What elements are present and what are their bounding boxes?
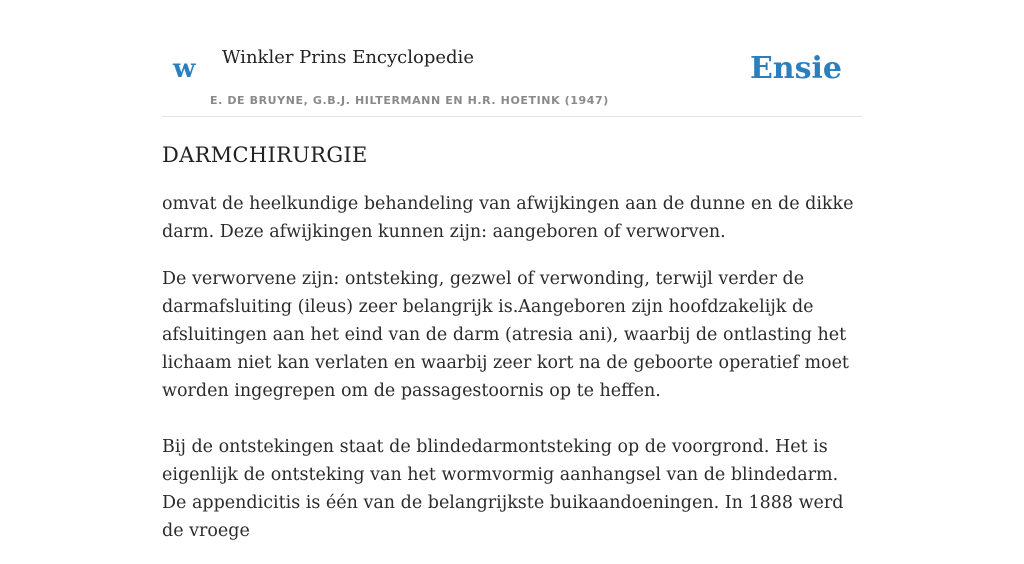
- article-title: DARMCHIRURGIE: [162, 143, 368, 167]
- article-paragraph: De verworvene zijn: ontsteking, gezwel of verwonding, terwijl verder de darmafsluiting (ileus) zeer belangrijk is.Aangeboren zijn hoofdzakelijk de afsluitingen aan het eind van de darm (atresia ani), waarbij de ontlasting het lichaam niet kan verlaten en waarbij zeer kort na de geboorte operatief moet worden ingegrepen om de passagestoornis op te heffen.: [162, 269, 849, 401]
- source-title[interactable]: Winkler Prins Encyclopedie: [222, 47, 474, 68]
- article-paragraph: omvat de heelkundige behandeling van afwijkingen aan de dunne en de dikke darm. Deze afwijkingen kunnen zijn: aangeboren of verworven.: [162, 194, 854, 242]
- source-authors: E. DE BRUYNE, G.B.J. HILTERMANN EN H.R. HOETINK (1947): [210, 94, 609, 107]
- ensie-logo[interactable]: Ensie: [749, 51, 842, 86]
- winkler-prins-logo[interactable]: w: [173, 54, 196, 84]
- page-header: [162, 0, 862, 117]
- article-body: [162, 140, 862, 564]
- article-paragraph: Bij de ontstekingen staat de blindedarmontsteking op de voorgrond. Het is eigenlijk de ontsteking van het wormvormig aanhangsel van de blindedarm. De appendicitis is één van de belangrijkste buikaandoeningen. In 1888 werd de vroege: [162, 437, 844, 541]
